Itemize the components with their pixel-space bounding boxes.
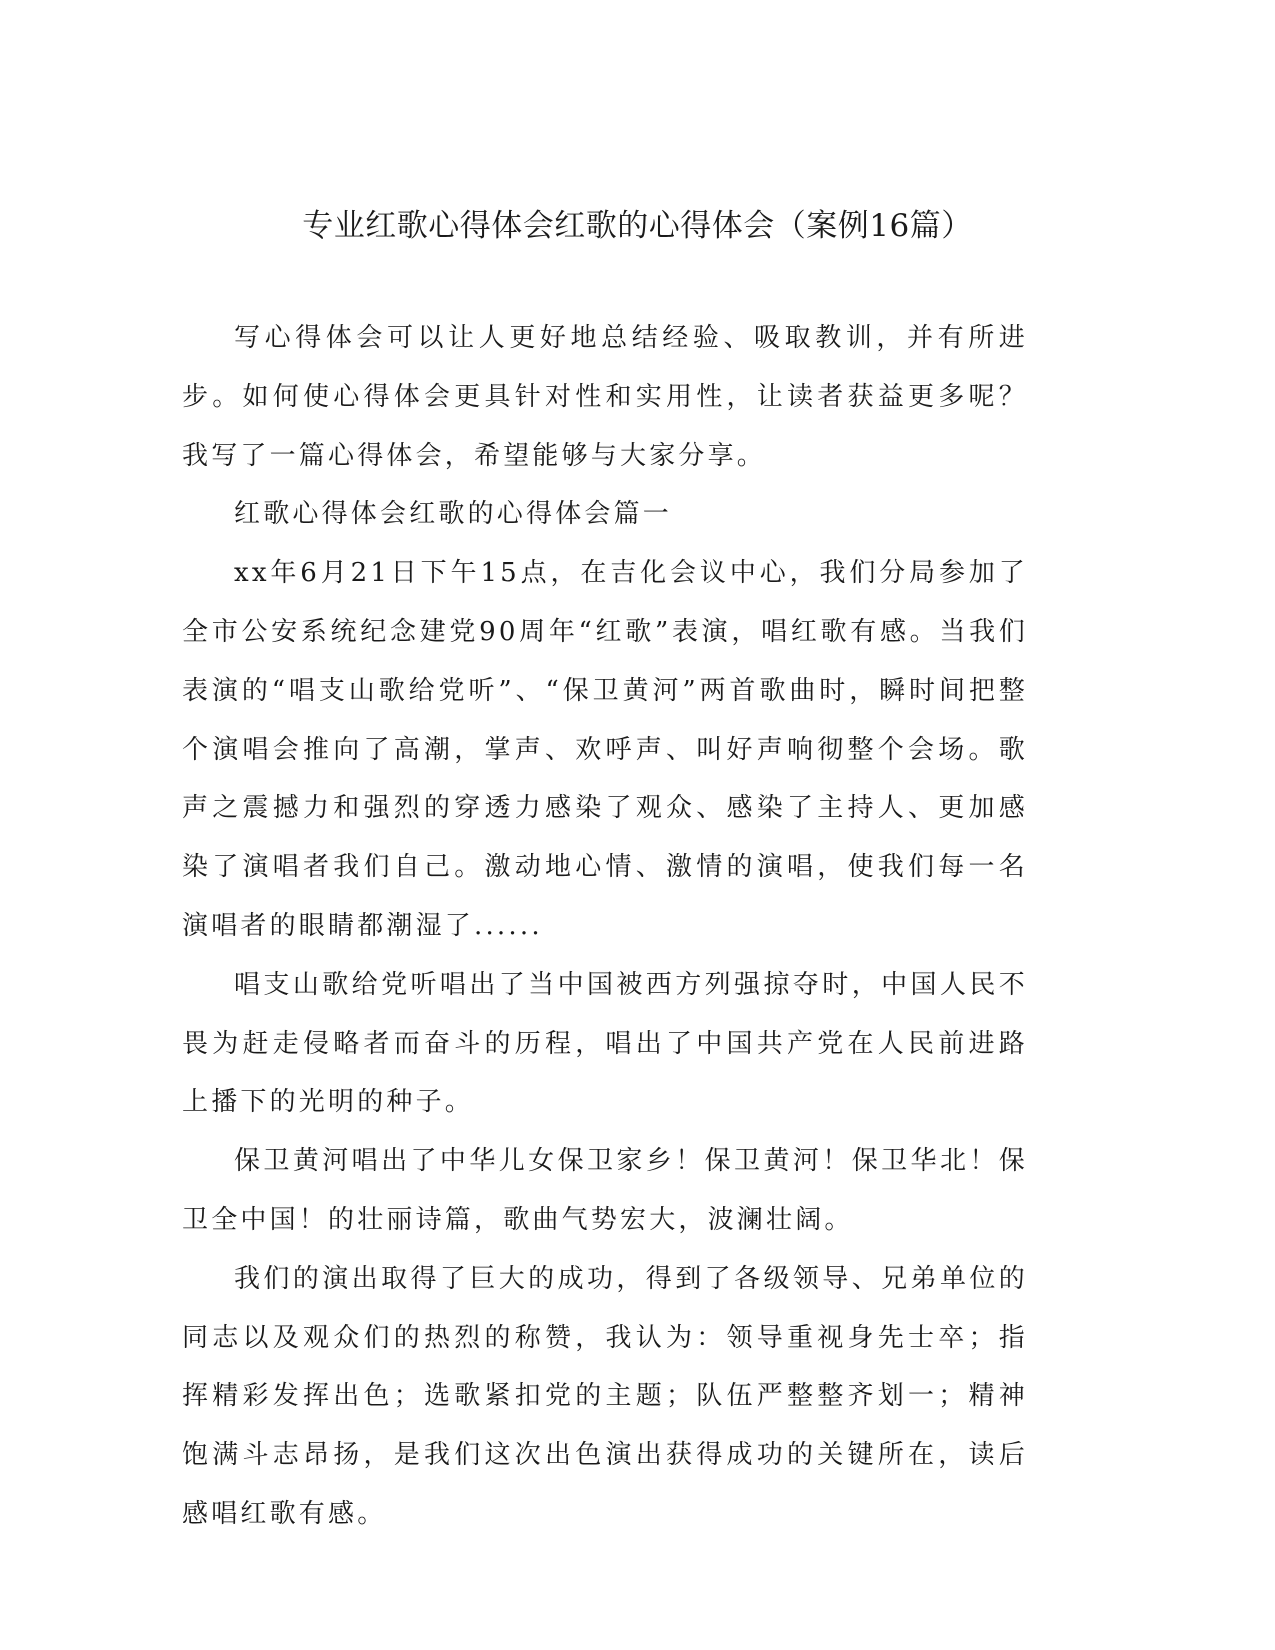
paragraph-conclusion: 我们的演出取得了巨大的成功，得到了各级领导、兄弟单位的同志以及观众们的热烈的称赞，我认为：领导重视身先士卒；指挥精彩发挥出色；选歌紧扣党的主题；队伍严整整齐划一；精神饱满斗志昂扬，是我们这次出色演出获得成功的关键所在，读后感唱红歌有感。 <box>182 1263 1028 1529</box>
paragraph-song-one: 唱支山歌给党听唱出了当中国被西方列强掠夺时，中国人民不畏为赶走侵略者而奋斗的历程，唱出了中国共产党在人民前进路上播下的光明的种子。 <box>182 969 1028 1118</box>
paragraph-event: xx年6月21日下午15点，在吉化会议中心，我们分局参加了全市公安系统纪念建党90周年“红歌”表演，唱红歌有感。当我们表演的“唱支山歌给党听”、“保卫黄河”两首歌曲时，瞬时间把整个演唱会推向了高潮，掌声、欢呼声、叫好声响彻整个会场。歌声之震撼力和强烈的穿透力感染了观众、感染了主持人、更加感染了演唱者我们自己。激动地心情、激情的演唱，使我们每一名演唱者的眼睛都潮湿了...... <box>182 558 1028 941</box>
document-body <box>182 309 1028 1544</box>
document-title: 专业红歌心得体会红歌的心得体会（案例16篇） <box>302 208 973 244</box>
paragraph-song-two: 保卫黄河唱出了中华儿女保卫家乡！保卫黄河！保卫华北！保卫全中国！的壮丽诗篇，歌曲气势宏大，波澜壮阔。 <box>182 1146 1028 1235</box>
section-heading: 红歌心得体会红歌的心得体会篇一 <box>234 499 673 530</box>
paragraph-intro: 写心得体会可以让人更好地总结经验、吸取教训，并有所进步。如何使心得体会更具针对性和实用性，让读者获益更多呢？我写了一篇心得体会，希望能够与大家分享。 <box>182 323 1028 471</box>
